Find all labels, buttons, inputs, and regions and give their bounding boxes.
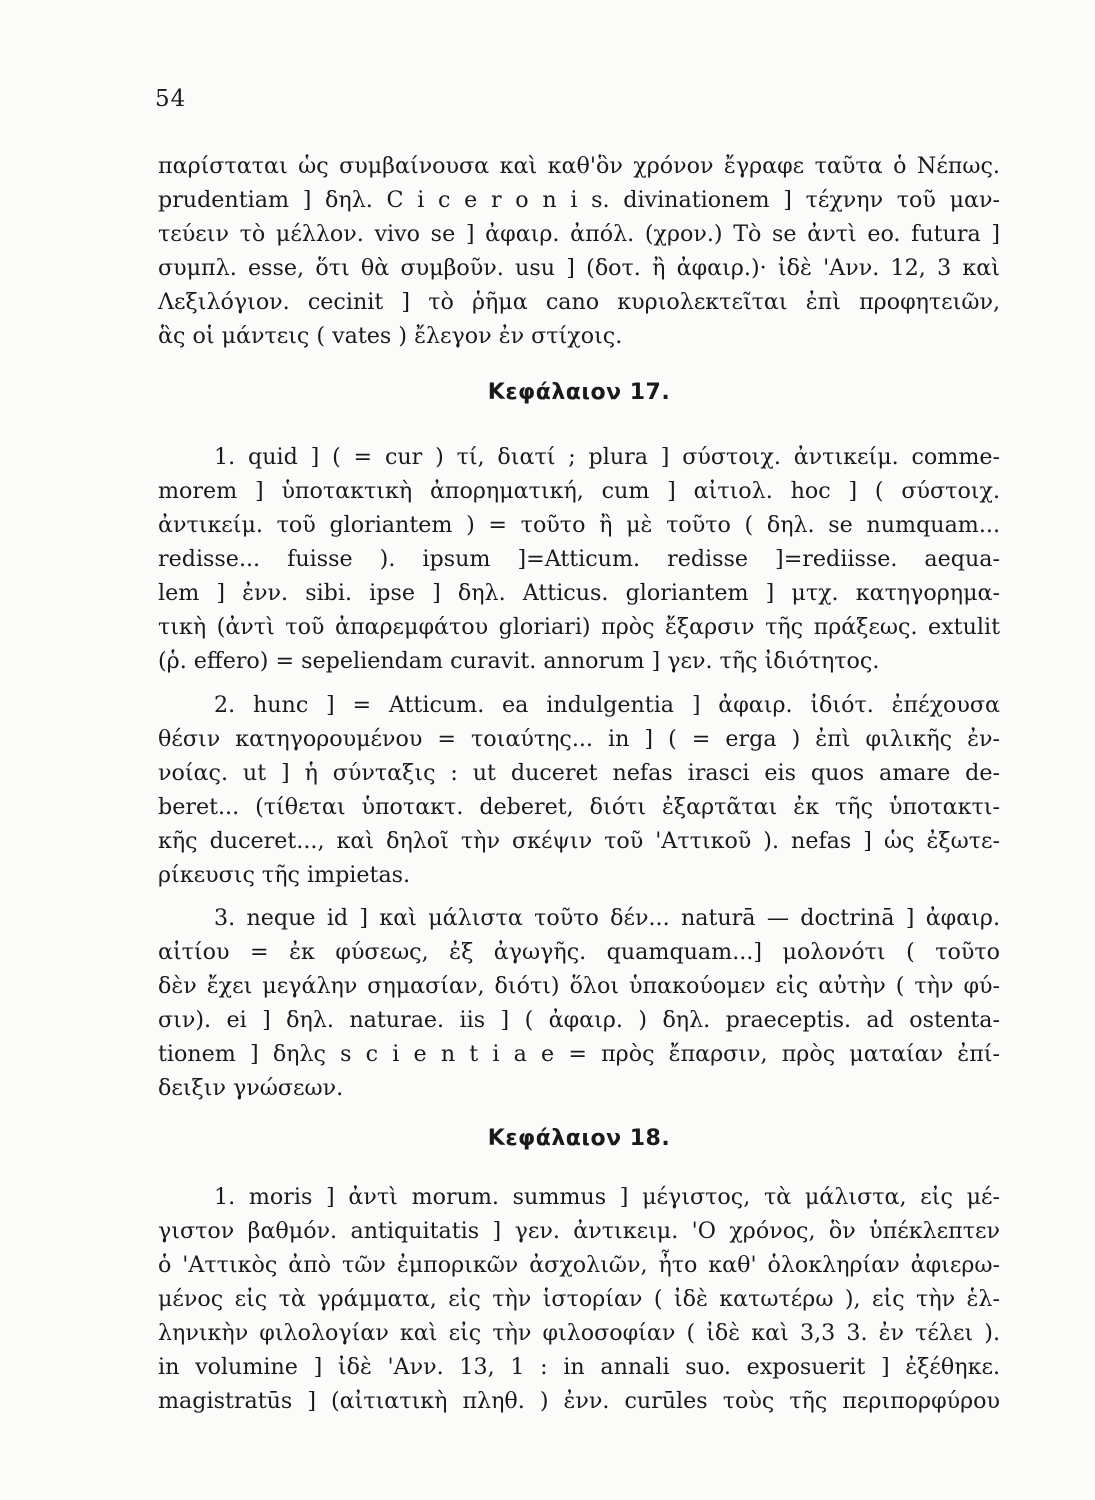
text-line: ἀντικείμ. τοῦ gloriantem ) = τοῦτο ἢ μὲ τοῦτο ( δηλ. se numquam...	[158, 512, 1000, 538]
text-line: ληνικὴν φιλολογίαν καὶ εἰς τὴν φιλοσοφίαν ( ἰδὲ καὶ 3,3 3. ἐν τέλει ).	[158, 1320, 1000, 1346]
text-line: ρίκευσις τῆς impietas.	[158, 862, 411, 888]
text-line: prudentiam ] δηλ. C i c e r o n i s. divinationem ] τέχνην τοῦ μαν-	[158, 187, 1000, 213]
text-line: morem ] ὑποτακτικὴ ἀπορηματική, cum ] αἰτιολ. hoc ] ( σύστοιχ.	[158, 478, 1000, 504]
text-line: νοίας. ut ] ἡ σύνταξις : ut duceret nefas irasci eis quos amare de-	[158, 760, 1000, 786]
text-line: αἰτίου = ἐκ φύσεως, ἐξ ἀγωγῆς. quamquam...] μολονότι ( τοῦτο	[158, 939, 1000, 965]
text-line: Λεξιλόγιον. cecinit ] τὸ ῥῆμα cano κυριολεκτεῖται ἐπὶ προφητειῶν,	[158, 289, 1000, 315]
text-line: 2. hunc ] = Atticum. ea indulgentia ] ἀφαιρ. ἰδιότ. ἐπέχουσα	[214, 692, 1000, 718]
text-line: 1. moris ] ἀντὶ morum. summus ] μέγιστος, τὰ μάλιστα, εἰς μέ-	[214, 1184, 1000, 1210]
text-line: τικὴ (ἀντὶ τοῦ ἀπαρεμφάτου gloriari) πρὸς ἔξαρσιν τῆς πράξεως. extulit	[158, 614, 1000, 640]
text-line: 1. quid ] ( = cur ) τί, διατί ; plura ] σύστοιχ. ἀντικείμ. comme-	[214, 444, 1000, 470]
text-line: τεύειν τὸ μέλλον. vivo se ] ἀφαιρ. ἀπόλ. (χρον.) Τὸ se ἀντὶ eo. futura ]	[158, 221, 1000, 247]
text-line: in volumine ] ἰδὲ 'Ανν. 13, 1 : in annali suo. exposuerit ] ἐξέθηκε.	[158, 1354, 1000, 1380]
text-line: redisse... fuisse ). ipsum ]=Atticum. redisse ]=rediisse. aequa-	[158, 546, 1000, 572]
chapter-heading-17: Κεφάλαιον 17.	[487, 380, 671, 405]
text-line: beret... (τίθεται ὑποτακτ. deberet, διότι ἐξαρτᾶται ἐκ τῆς ὑποτακτι-	[158, 794, 1000, 820]
text-line: σιν). ei ] δηλ. naturae. iis ] ( ἀφαιρ. ) δηλ. praeceptis. ad ostenta-	[158, 1007, 1000, 1033]
page-number: 54	[155, 86, 187, 112]
text-line: θέσιν κατηγορουμένου = τοιαύτης... in ] ( = erga ) ἐπὶ φιλικῆς ἐν-	[158, 726, 1000, 752]
text-line: ἃς οἱ μάντεις ( vates ) ἔλεγον ἐν στίχοις.	[158, 323, 623, 349]
text-line: magistratūs ] (αἰτιατικὴ πληθ. ) ἐνν. curūles τοὺς τῆς περιπορφύρου	[158, 1388, 1000, 1414]
text-line: δειξιν γνώσεων.	[158, 1075, 344, 1101]
text-line: tionem ] δηλς s c i e n t i a e = πρὸς ἔπαρσιν, πρὸς ματαίαν ἐπί-	[158, 1041, 1000, 1067]
text-line: ὁ 'Αττικὸς ἀπὸ τῶν ἐμπορικῶν ἀσχολιῶν, ἦτο καθ' ὁλοκληρίαν ἀφιερω-	[158, 1252, 1000, 1278]
text-line: lem ] ἐνν. sibi. ipse ] δηλ. Atticus. gloriantem ] μτχ. κατηγορημα-	[158, 580, 1000, 606]
chapter-heading-18: Κεφάλαιον 18.	[487, 1126, 671, 1151]
text-line: γιστον βαθμόν. antiquitatis ] γεν. ἀντικειμ. 'Ο χρόνος, ὃν ὑπέκλεπτεν	[158, 1218, 1000, 1244]
text-line: παρίσταται ὡς συμβαίνουσα καὶ καθ'ὃν χρόνον ἔγραφε ταῦτα ὁ Νέπως.	[158, 153, 1000, 179]
text-line: μένος εἰς τὰ γράμματα, εἰς τὴν ἱστορίαν ( ἰδὲ κατωτέρω ), εἰς τὴν ἑλ-	[158, 1286, 1000, 1312]
text-line: (ῥ. effero) = sepeliendam curavit. annorum ] γεν. τῆς ἰδιότητος.	[158, 648, 880, 674]
text-line: δὲν ἔχει μεγάλην σημασίαν, διότι) ὅλοι ὑπακούομεν εἰς αὐτὴν ( τὴν φύ-	[158, 973, 1000, 999]
text-line: κῆς duceret..., καὶ δηλοῖ τὴν σκέψιν τοῦ 'Αττικοῦ ). nefas ] ὡς ἐξωτε-	[158, 828, 1000, 854]
text-line: 3. neque id ] καὶ μάλιστα τοῦτο δέν... naturā — doctrinā ] ἀφαιρ.	[214, 905, 1000, 931]
text-line: συμπλ. esse, ὅτι θὰ συμβοῦν. usu ] (δοτ. ἢ ἀφαιρ.)· ἰδὲ 'Ανν. 12, 3 καὶ	[158, 255, 1000, 281]
